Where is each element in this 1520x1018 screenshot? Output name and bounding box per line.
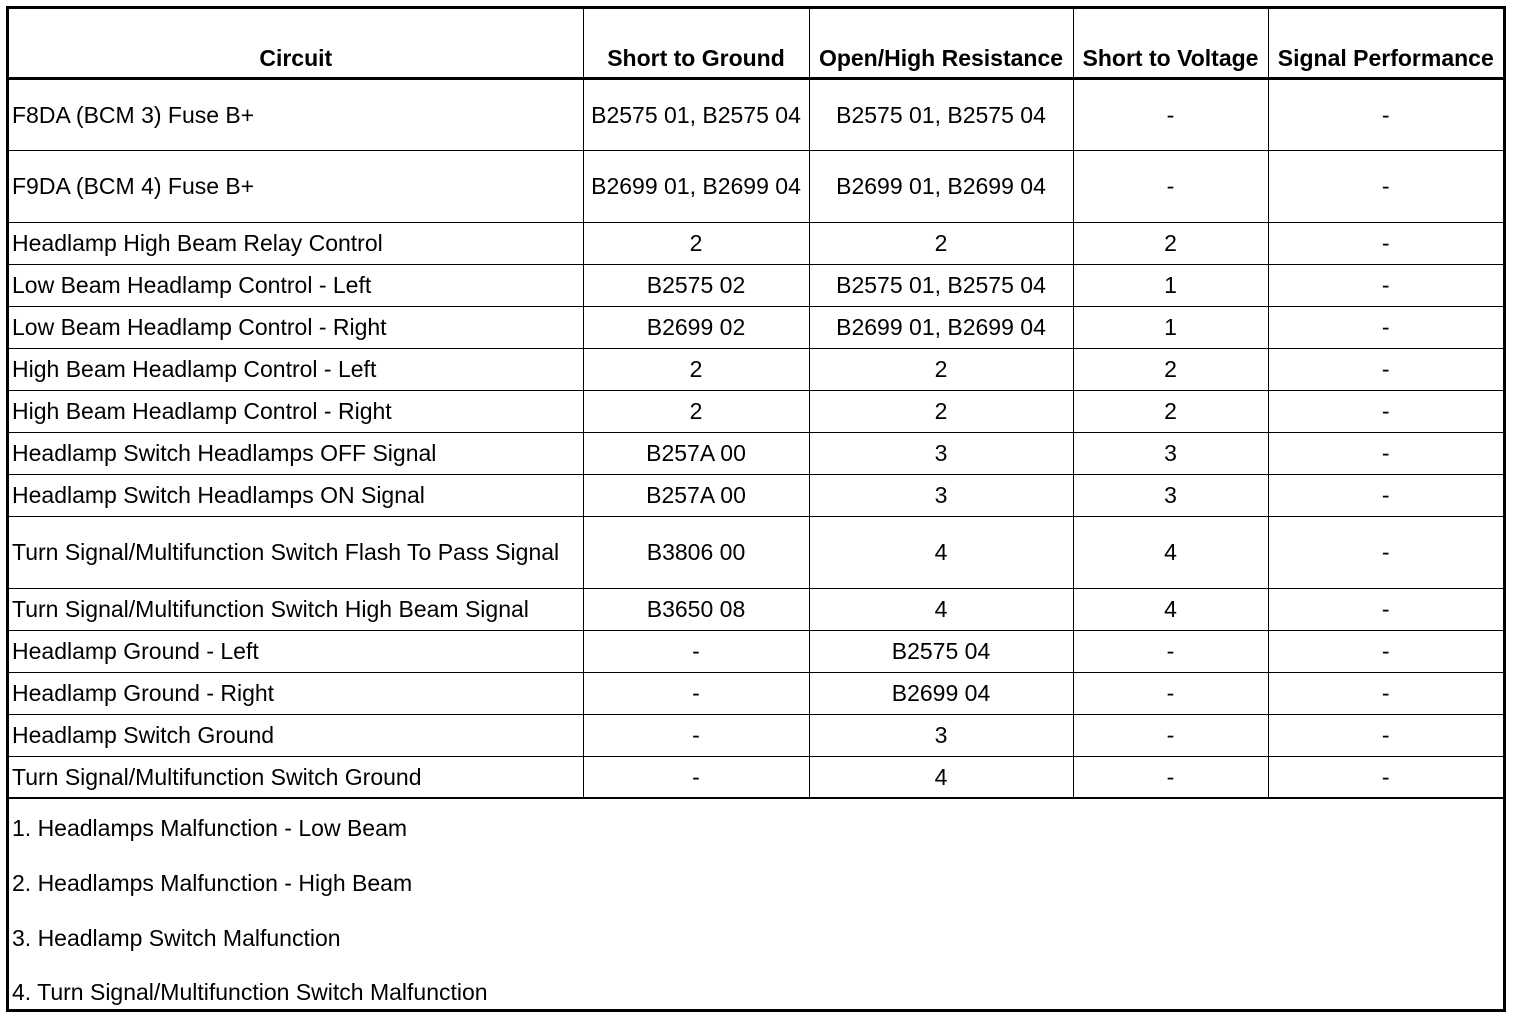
table-row: [9, 390, 1503, 432]
circuit-cell: Headlamp Switch Headlamps OFF Signal: [9, 432, 583, 474]
short-to-ground-cell: 2: [583, 348, 809, 390]
short-to-ground-cell: B3806 00: [583, 516, 809, 588]
open-high-resistance-cell: 3: [809, 714, 1073, 756]
header-short-to-ground: Short to Ground: [583, 9, 809, 78]
table-row: [9, 432, 1503, 474]
short-to-voltage-cell: 3: [1073, 432, 1268, 474]
table-row: [9, 474, 1503, 516]
table-row: [9, 348, 1503, 390]
short-to-voltage-cell: 2: [1073, 222, 1268, 264]
open-high-resistance-cell: B2699 04: [809, 672, 1073, 714]
table-row: [9, 222, 1503, 264]
short-to-ground-cell: -: [583, 756, 809, 798]
short-to-voltage-cell: 1: [1073, 264, 1268, 306]
circuit-cell: Low Beam Headlamp Control - Left: [9, 264, 583, 306]
open-high-resistance-cell: 4: [809, 516, 1073, 588]
short-to-voltage-cell: 3: [1073, 474, 1268, 516]
header-signal-performance: Signal Performance: [1268, 9, 1503, 78]
short-to-ground-cell: -: [583, 714, 809, 756]
signal-performance-cell: -: [1268, 78, 1503, 150]
open-high-resistance-cell: 3: [809, 432, 1073, 474]
open-high-resistance-cell: 2: [809, 390, 1073, 432]
short-to-voltage-cell: -: [1073, 150, 1268, 222]
signal-performance-cell: -: [1268, 390, 1503, 432]
short-to-ground-cell: -: [583, 672, 809, 714]
signal-performance-cell: -: [1268, 150, 1503, 222]
open-high-resistance-cell: 2: [809, 348, 1073, 390]
table-row: [9, 306, 1503, 348]
signal-performance-cell: -: [1268, 516, 1503, 588]
table-row: [9, 672, 1503, 714]
short-to-ground-cell: -: [583, 630, 809, 672]
circuit-cell: F8DA (BCM 3) Fuse B+: [9, 78, 583, 150]
header-open-high-resistance: Open/High Resistance: [809, 9, 1073, 78]
signal-performance-cell: -: [1268, 306, 1503, 348]
footnote-4: 4. Turn Signal/Multifunction Switch Malfunction: [12, 979, 488, 1005]
circuit-cell: Headlamp High Beam Relay Control: [9, 222, 583, 264]
table-row: [9, 588, 1503, 630]
footnote-2: 2. Headlamps Malfunction - High Beam: [12, 870, 413, 896]
short-to-ground-cell: 2: [583, 222, 809, 264]
short-to-ground-cell: B257A 00: [583, 474, 809, 516]
header-short-to-voltage: Short to Voltage: [1073, 9, 1268, 78]
open-high-resistance-cell: B2699 01, B2699 04: [809, 150, 1073, 222]
short-to-voltage-cell: 2: [1073, 348, 1268, 390]
circuit-cell: F9DA (BCM 4) Fuse B+: [9, 150, 583, 222]
open-high-resistance-cell: 3: [809, 474, 1073, 516]
circuit-cell: Turn Signal/Multifunction Switch High Beam Signal: [9, 588, 583, 630]
open-high-resistance-cell: B2699 01, B2699 04: [809, 306, 1073, 348]
signal-performance-cell: -: [1268, 264, 1503, 306]
short-to-voltage-cell: -: [1073, 78, 1268, 150]
open-high-resistance-cell: 2: [809, 222, 1073, 264]
signal-performance-cell: -: [1268, 348, 1503, 390]
header-row: [9, 9, 1503, 78]
table-row: [9, 264, 1503, 306]
footnote-1: 1. Headlamps Malfunction - Low Beam: [12, 815, 408, 841]
signal-performance-cell: -: [1268, 630, 1503, 672]
short-to-voltage-cell: 4: [1073, 516, 1268, 588]
signal-performance-cell: -: [1268, 756, 1503, 798]
footnote-3: 3. Headlamp Switch Malfunction: [12, 925, 341, 951]
short-to-voltage-cell: 1: [1073, 306, 1268, 348]
table-row: [9, 516, 1503, 588]
open-high-resistance-cell: B2575 01, B2575 04: [809, 264, 1073, 306]
short-to-voltage-cell: -: [1073, 630, 1268, 672]
table-row: [9, 78, 1503, 150]
circuit-cell: Turn Signal/Multifunction Switch Flash To Pass Signal: [9, 516, 583, 588]
short-to-voltage-cell: 2: [1073, 390, 1268, 432]
short-to-ground-cell: B3650 08: [583, 588, 809, 630]
diagnostic-table-sheet: [6, 6, 1506, 1012]
table-row: [9, 714, 1503, 756]
circuit-cell: Low Beam Headlamp Control - Right: [9, 306, 583, 348]
short-to-ground-cell: B257A 00: [583, 432, 809, 474]
signal-performance-cell: -: [1268, 714, 1503, 756]
signal-performance-cell: -: [1268, 432, 1503, 474]
open-high-resistance-cell: 4: [809, 588, 1073, 630]
short-to-voltage-cell: 4: [1073, 588, 1268, 630]
circuit-cell: Headlamp Switch Headlamps ON Signal: [9, 474, 583, 516]
header-circuit: Circuit: [9, 9, 583, 78]
open-high-resistance-cell: B2575 04: [809, 630, 1073, 672]
open-high-resistance-cell: B2575 01, B2575 04: [809, 78, 1073, 150]
table-row: [9, 630, 1503, 672]
signal-performance-cell: -: [1268, 222, 1503, 264]
signal-performance-cell: -: [1268, 474, 1503, 516]
circuit-cell: Headlamp Ground - Right: [9, 672, 583, 714]
short-to-voltage-cell: -: [1073, 672, 1268, 714]
circuit-diagnostic-table: [9, 9, 1503, 799]
table-row: [9, 150, 1503, 222]
table-row: [9, 756, 1503, 798]
circuit-cell: Turn Signal/Multifunction Switch Ground: [9, 756, 583, 798]
open-high-resistance-cell: 4: [809, 756, 1073, 798]
short-to-voltage-cell: -: [1073, 714, 1268, 756]
signal-performance-cell: -: [1268, 588, 1503, 630]
circuit-cell: High Beam Headlamp Control - Right: [9, 390, 583, 432]
short-to-ground-cell: B2575 02: [583, 264, 809, 306]
signal-performance-cell: -: [1268, 672, 1503, 714]
circuit-cell: Headlamp Ground - Left: [9, 630, 583, 672]
short-to-voltage-cell: -: [1073, 756, 1268, 798]
circuit-cell: Headlamp Switch Ground: [9, 714, 583, 756]
short-to-ground-cell: B2575 01, B2575 04: [583, 78, 809, 150]
circuit-cell: High Beam Headlamp Control - Left: [9, 348, 583, 390]
short-to-ground-cell: B2699 02: [583, 306, 809, 348]
short-to-ground-cell: 2: [583, 390, 809, 432]
short-to-ground-cell: B2699 01, B2699 04: [583, 150, 809, 222]
